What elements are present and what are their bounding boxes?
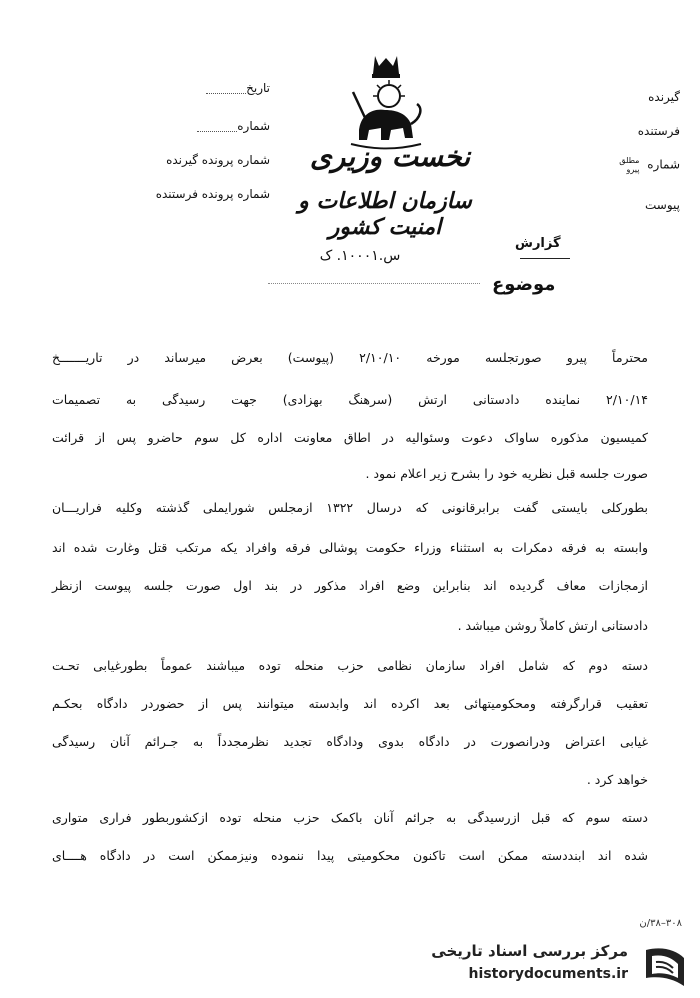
number-sub-1: مطلق	[619, 156, 640, 165]
date-field: تاریخ	[202, 82, 270, 94]
organization-title: نخست وزیری	[309, 140, 471, 173]
sender-field: فرستنده	[637, 124, 680, 138]
body-line: ۲/۱۰/۱۴ نماینده دادستانی ارتش (سرهنگ بهزادی) جهت رسیدگی به تصمیمات	[52, 392, 648, 407]
body-line: دادستانی ارتش کاملاً روشن میباشد .	[457, 618, 648, 633]
body-line: ازمجازات معاف گردیده اند بنابراین وضع افراد مذکور در بند اول صورت جلسه پیوست ازنظر	[52, 578, 648, 593]
report-underline	[520, 258, 570, 259]
number-field: شماره	[193, 120, 270, 132]
receiver-field: گیرنده	[648, 90, 680, 104]
subject-label: موضوع	[492, 274, 556, 295]
organization-subtitle: سازمان اطلاعات و امنیت کشور	[298, 188, 472, 240]
receiver-file-field: شماره پرونده گیرنده	[166, 153, 270, 167]
body-line: صورت جلسه قبل نظریه خود را بشرح زیر اعلام نمود .	[365, 466, 648, 481]
watermark-url: historydocuments.ir	[468, 966, 628, 982]
body-line: غیابی اعتراض ودرانصورت در دادگاه بدوی ودادگاه تجدید نظرمجدداً به جـرائم آنان رسیدگی	[52, 734, 648, 749]
body-line: تعقیب قرارگرفته ومحکومیتهائی بعد اکرده اند وابدسته میتوانند پس از حضوردر دادگاه بحکـم	[52, 696, 648, 711]
body-line: دسته سوم که قبل ازرسیدگی به جرائم آنان باکمک حزب منحله توده ازکشوربطور فراری متواری	[52, 810, 648, 825]
watermark	[418, 942, 688, 992]
attachment-field: پیوست	[645, 198, 680, 212]
body-line: وابسته به فرقه دمکرات به استثناء وزراء حکومت پوشالی فرقه وافراد یکه مرتکب قتل وغارت شده اند	[52, 540, 648, 555]
sender-file-field: شماره پرونده فرستنده	[155, 187, 270, 201]
lion-and-sun-emblem-icon	[345, 52, 427, 152]
body-line: بطورکلی بایستی گفت برابرقانونی که درسال ۱۳۲۲ ازمجلس شورایملی گذشته وکلیه فراریـــان	[52, 500, 648, 515]
body-line: شده اند ابنددسته ممکن است تاکنون محکومیتی پیدا ننموده ونیزممکن است در دادگاه هــــای	[52, 848, 648, 863]
report-label: گزارش	[515, 236, 561, 251]
body-line: کمیسیون مذکوره ساواک دعوت وسئوالیه در اطاق معاونت اداره کل سوم حاضرو پس از قرائت	[52, 430, 648, 445]
ref-number-field: شماره مطلق پیرو	[619, 156, 680, 174]
number-sub-2: پیرو	[626, 165, 640, 174]
watermark-title: مرکز بررسی اسناد تاریخی	[431, 942, 628, 960]
reference-number: س.۱۰۰۰۱. ک	[319, 248, 401, 264]
body-line: محترماً پیرو صورتجلسه مورخه ۲/۱۰/۱۰ (پیوست) بعرض میرساند در تاریـــــــخ	[52, 350, 648, 365]
body-line: دسته دوم که شامل افراد سازمان نظامی حزب منحله توده میباشند عموماً بطورغیابی تحـت	[52, 658, 648, 673]
footer-code: ۳۰۸–۳۸/ن	[639, 918, 682, 929]
subject-line	[268, 283, 480, 284]
document-center-logo-icon	[642, 944, 688, 990]
body-line: خواهد کرد .	[586, 772, 648, 787]
